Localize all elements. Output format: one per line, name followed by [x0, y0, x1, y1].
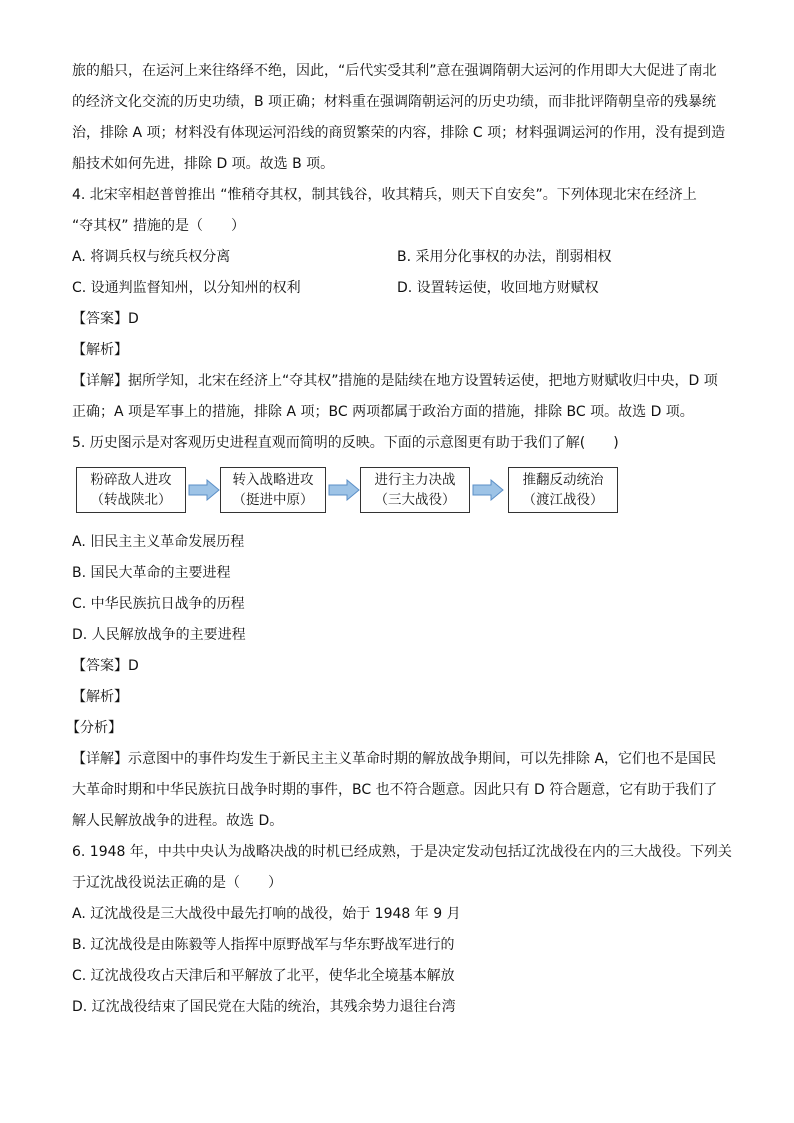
option-row [72, 242, 724, 273]
intro-paragraph [72, 56, 724, 180]
right-arrow-icon [472, 479, 504, 501]
detail-text: 解人民解放战争的进程。故选 D。 [72, 813, 284, 829]
flow-box-sub: （转战陕北） [90, 492, 172, 508]
analysis-label: 【解析】 [72, 342, 128, 358]
flow-box [508, 467, 618, 513]
option-b: B. 辽沈战役是由陈毅等人指挥中原野战军与华东野战军进行的 [72, 937, 455, 953]
text-line: 船技术如何先进，排除 D 项。故选 B 项。 [72, 156, 335, 172]
answer-label: 【答案】D [72, 311, 139, 327]
answer-label: 【答案】D [72, 658, 139, 674]
analysis-label: 【解析】 [72, 689, 128, 705]
option-b: B. 采用分化事权的办法，削弱相权 [397, 249, 612, 265]
option-a: A. 辽沈战役是三大战役中最先打响的战役，始于 1948 年 9 月 [72, 906, 461, 922]
flow-box [220, 467, 326, 513]
text-line: 旅的船只，在运河上来往络绎不绝，因此，“后代实受其利”意在强调隋朝大运河的作用即大大促进了南北 [72, 63, 717, 79]
option-c: C. 辽沈战役攻占天津后和平解放了北平，使华北全境基本解放 [72, 968, 455, 984]
question-stem: “夺其权” 措施的是（ ） [72, 218, 245, 234]
question-stem: 6. 1948 年，中共中央认为战略决战的时机已经成熟，于是决定发动包括辽沈战役在内的三大战役。下列关 [72, 844, 732, 860]
question-stem: 于辽沈战役说法正确的是（ ） [72, 875, 282, 891]
option-a: A. 将调兵权与统兵权分离 [72, 249, 231, 265]
right-arrow-icon [188, 479, 220, 501]
document-page [66, 56, 732, 1023]
flow-box-title: 推翻反动统治 [522, 472, 604, 488]
option-a: A. 旧民主主义革命发展历程 [72, 534, 245, 550]
flow-box-title: 进行主力决战 [374, 472, 456, 488]
flow-box [360, 467, 470, 513]
right-arrow-icon [328, 479, 360, 501]
detail-text: 【详解】示意图中的事件均发生于新民主主义革命时期的解放战争期间，可以先排除 A，它们也不是国民 [72, 751, 717, 767]
fenxi-label: 【分析】 [66, 720, 122, 736]
option-c: C. 设通判监督知州，以分知州的权利 [72, 280, 301, 296]
detail-text: 【详解】据所学知，北宋在经济上“夺其权”措施的是陆续在地方设置转运使，把地方财赋收归中央，D 项 [72, 373, 718, 389]
detail-text: 正确；A 项是军事上的措施，排除 A 项；BC 两项都属于政治方面的措施，排除 BC 项。故选 D 项。 [72, 404, 694, 420]
question-5 [66, 428, 724, 837]
flow-box-title: 粉碎敌人进攻 [90, 472, 172, 488]
flow-box-sub: （挺进中原） [232, 492, 314, 508]
option-c: C. 中华民族抗日战争的历程 [72, 596, 245, 612]
text-line: 的经济文化交流的历史功绩，B 项正确；材料重在强调隋朝运河的历史功绩，而非批评隋朝皇帝的残暴统 [72, 94, 717, 110]
option-row [72, 273, 724, 304]
option-b: B. 国民大革命的主要进程 [72, 565, 231, 581]
detail-text: 大革命时期和中华民族抗日战争时期的事件，BC 也不符合题意。因此只有 D 符合题意，它有助于我们了 [72, 782, 718, 798]
question-4 [72, 180, 724, 428]
flow-box-sub: （渡江战役） [522, 492, 604, 508]
flow-box [76, 467, 186, 513]
option-d: D. 人民解放战争的主要进程 [72, 627, 246, 643]
option-d: D. 设置转运使，收回地方财赋权 [397, 280, 599, 296]
flow-box-sub: （三大战役） [374, 492, 456, 508]
question-stem: 5. 历史图示是对客观历史进程直观而简明的反映。下面的示意图更有助于我们了解( ) [72, 435, 619, 451]
text-line: 治，排除 A 项；材料没有体现运河沿线的商贸繁荣的内容，排除 C 项；材料强调运河的作用，没有提到造 [72, 125, 726, 141]
flow-box-title: 转入战略进攻 [232, 472, 314, 488]
question-stem: 4. 北宋宰相赵普曾推出 “惟稍夺其权，制其钱谷，收其精兵，则天下自安矣”。下列体现北宋在经济上 [72, 187, 697, 203]
option-d: D. 辽沈战役结束了国民党在大陆的统治，其残余势力退往台湾 [72, 999, 456, 1015]
question-6 [72, 837, 732, 1023]
flow-diagram [72, 461, 724, 521]
